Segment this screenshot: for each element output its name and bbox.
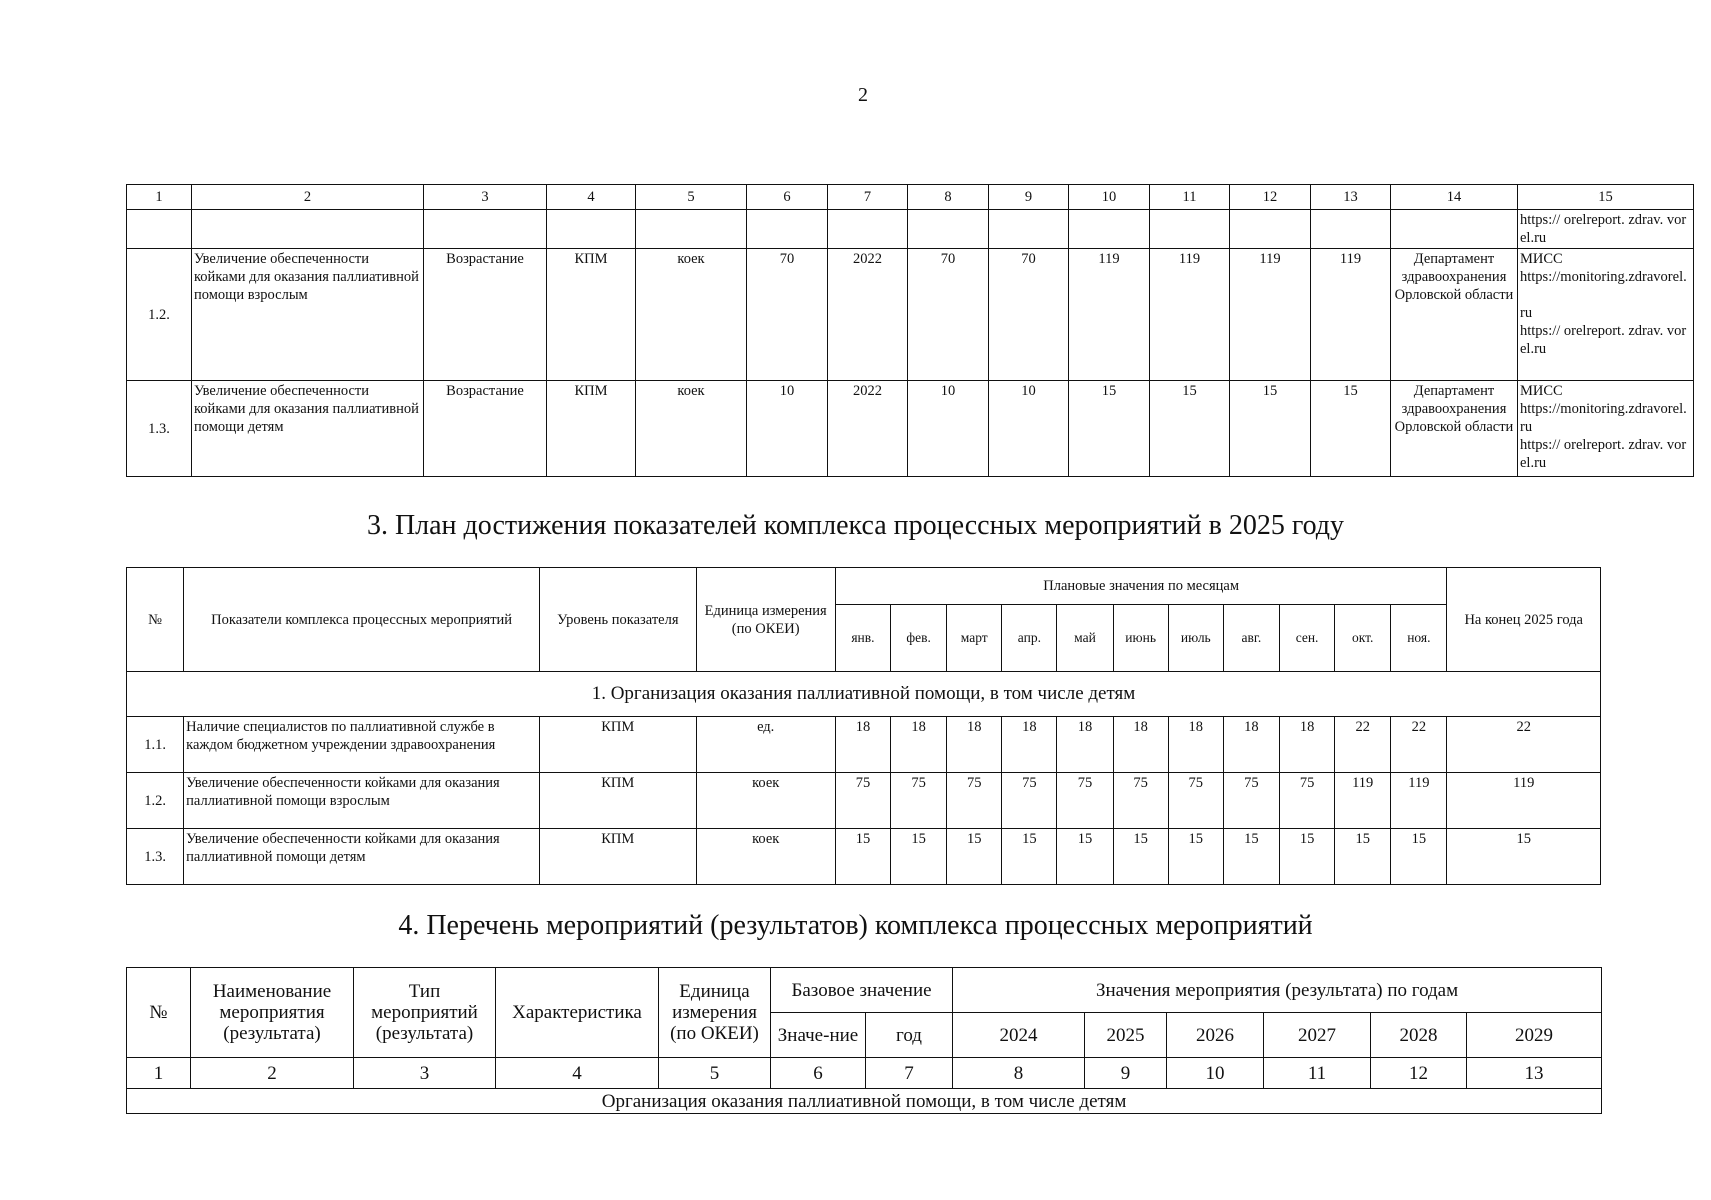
month-header: май [1057, 605, 1113, 672]
level-cell: КПМ [540, 773, 696, 829]
unit-cell: коек [636, 249, 747, 381]
info-system-cell [1518, 381, 1694, 477]
year-header: 2028 [1371, 1013, 1467, 1058]
month-value: 15 [835, 829, 890, 885]
section-row-label: Организация оказания паллиативной помощи, в том числе детям [127, 1089, 1602, 1114]
month-header: окт. [1335, 605, 1391, 672]
month-value: 15 [1168, 829, 1223, 885]
year-header: 2029 [1467, 1013, 1602, 1058]
source-url: https://monitoring.zdravorel.ru [1520, 401, 1687, 435]
month-value: 18 [1223, 717, 1279, 773]
header-end: На конец 2025 года [1447, 568, 1601, 672]
source-url: https:// orelreport. zdrav. vorel.ru [1518, 210, 1694, 249]
value-cell: 119 [1069, 249, 1150, 381]
month-header: фев. [891, 605, 947, 672]
header-level: Уровень показателя [540, 568, 696, 672]
month-header: апр. [1002, 605, 1057, 672]
month-value: 15 [1223, 829, 1279, 885]
month-value: 18 [1168, 717, 1223, 773]
month-header: март [947, 605, 1002, 672]
month-value: 18 [1002, 717, 1057, 773]
level-cell: КПМ [540, 829, 696, 885]
unit-cell: ед. [696, 717, 835, 773]
month-value: 18 [891, 717, 947, 773]
row-number: 1.3. [127, 829, 184, 885]
col-number: 8 [908, 185, 989, 210]
col-number: 2 [191, 1058, 354, 1089]
source-url: https:// orelreport. zdrav. vorel.ru [1520, 437, 1687, 471]
col-number: 12 [1371, 1058, 1467, 1089]
col-number: 13 [1311, 185, 1391, 210]
col-number: 1 [127, 1058, 191, 1089]
month-value: 22 [1391, 717, 1447, 773]
month-value: 15 [1391, 829, 1447, 885]
col-number: 5 [636, 185, 747, 210]
year-header: 2026 [1167, 1013, 1264, 1058]
header-base: Базовое значение [771, 968, 953, 1013]
month-header: ноя. [1391, 605, 1447, 672]
header-unit: Единица измерения (по ОКЕИ) [696, 568, 835, 672]
end-value: 22 [1447, 717, 1601, 773]
value-cell: 15 [1311, 381, 1391, 477]
unit-cell: коек [636, 381, 747, 477]
base-value-cell: 10 [747, 381, 828, 477]
header-row [127, 968, 1602, 1013]
indicators-table-continued [126, 184, 1694, 477]
col-number: 10 [1167, 1058, 1264, 1089]
value-cell: 119 [1230, 249, 1311, 381]
header-row [127, 568, 1601, 605]
value-cell: 15 [1150, 381, 1230, 477]
col-number: 8 [953, 1058, 1085, 1089]
col-number: 9 [1085, 1058, 1167, 1089]
row-number: 1.2. [127, 773, 184, 829]
col-number: 14 [1391, 185, 1518, 210]
month-header: авг. [1223, 605, 1279, 672]
activities-table [126, 967, 1602, 1114]
section-row-label: 1. Организация оказания паллиативной помощи, в том числе детям [127, 672, 1601, 717]
month-header: июль [1168, 605, 1223, 672]
month-value: 15 [1002, 829, 1057, 885]
value-cell: 119 [1311, 249, 1391, 381]
month-value: 75 [1223, 773, 1279, 829]
year-header: 2025 [1085, 1013, 1167, 1058]
end-value: 119 [1447, 773, 1601, 829]
header-num: № [127, 968, 191, 1058]
indicator-name: Увеличение обеспеченности койками для оказания паллиативной помощи взрослым [192, 249, 424, 381]
col-number: 10 [1069, 185, 1150, 210]
month-header: июнь [1113, 605, 1168, 672]
col-number: 15 [1518, 185, 1694, 210]
month-value: 15 [1280, 829, 1335, 885]
header-unit: Единица измерения (по ОКЕИ) [659, 968, 771, 1058]
header-base-year: год [866, 1013, 953, 1058]
month-value: 75 [947, 773, 1002, 829]
value-cell: 15 [1069, 381, 1150, 477]
value-cell: 10 [989, 381, 1069, 477]
value-cell: 15 [1230, 381, 1311, 477]
month-value: 15 [1113, 829, 1168, 885]
month-value: 119 [1335, 773, 1391, 829]
year-header: 2027 [1264, 1013, 1371, 1058]
col-number: 2 [192, 185, 424, 210]
month-value: 18 [835, 717, 890, 773]
col-number: 7 [866, 1058, 953, 1089]
month-value: 119 [1391, 773, 1447, 829]
level-cell: КПМ [547, 381, 636, 477]
month-value: 18 [1280, 717, 1335, 773]
system-name: МИСС [1520, 383, 1563, 399]
source-url: https:// orelreport. zdrav. vorel.ru [1520, 323, 1687, 357]
month-value: 15 [891, 829, 947, 885]
system-name: МИСС [1520, 251, 1563, 267]
header-indicator: Показатели комплекса процессных мероприятий [184, 568, 540, 672]
month-value: 75 [835, 773, 890, 829]
col-number: 12 [1230, 185, 1311, 210]
trend-cell: Возрастание [424, 381, 547, 477]
column-number-row [127, 1058, 1602, 1089]
month-value: 75 [1168, 773, 1223, 829]
col-number: 6 [747, 185, 828, 210]
row-number: 1.3. [127, 381, 192, 477]
col-number: 3 [424, 185, 547, 210]
col-number: 11 [1150, 185, 1230, 210]
month-header: янв. [835, 605, 890, 672]
table-row [127, 717, 1601, 773]
month-value: 75 [1280, 773, 1335, 829]
month-value: 22 [1335, 717, 1391, 773]
plan-table [126, 567, 1601, 885]
header-type: Тип мероприятий (результата) [354, 968, 496, 1058]
col-number: 11 [1264, 1058, 1371, 1089]
col-number: 13 [1467, 1058, 1602, 1089]
base-year-cell: 2022 [828, 381, 908, 477]
info-system-cell [1518, 249, 1694, 381]
col-number: 6 [771, 1058, 866, 1089]
header-monthly: Плановые значения по месяцам [835, 568, 1447, 605]
month-value: 75 [891, 773, 947, 829]
col-number: 9 [989, 185, 1069, 210]
trend-cell: Возрастание [424, 249, 547, 381]
month-value: 75 [1057, 773, 1113, 829]
indicator-name: Увеличение обеспеченности койками для оказания паллиативной помощи детям [184, 829, 540, 885]
section-3-title: 3. План достижения показателей комплекса процессных мероприятий в 2025 году [366, 510, 1345, 541]
row-number: 1.2. [127, 249, 192, 381]
month-value: 15 [1057, 829, 1113, 885]
table-row [127, 210, 1694, 249]
indicator-name: Наличие специалистов по паллиативной службе в каждом бюджетном учреждении здравоохранения [184, 717, 540, 773]
end-value: 15 [1447, 829, 1601, 885]
value-cell: 10 [908, 381, 989, 477]
month-value: 18 [1057, 717, 1113, 773]
header-base-value: Значе-ние [771, 1013, 866, 1058]
section-row [127, 672, 1601, 717]
source-url: https://monitoring.zdravorel. [1520, 269, 1687, 285]
col-number: 3 [354, 1058, 496, 1089]
month-header: сен. [1280, 605, 1335, 672]
col-number: 1 [127, 185, 192, 210]
value-cell: 70 [989, 249, 1069, 381]
base-year-cell: 2022 [828, 249, 908, 381]
level-cell: КПМ [540, 717, 696, 773]
header-num: № [127, 568, 184, 672]
section-4-title: 4. Перечень мероприятий (результатов) комплекса процессных мероприятий [398, 910, 1313, 941]
responsible-cell: Департамент здравоохранения Орловской области [1391, 381, 1518, 477]
month-value: 18 [947, 717, 1002, 773]
section-row [127, 1089, 1602, 1114]
col-number: 4 [496, 1058, 659, 1089]
month-value: 15 [947, 829, 1002, 885]
responsible-cell: Департамент здравоохранения Орловской области [1391, 249, 1518, 381]
month-value: 75 [1002, 773, 1057, 829]
year-header: 2024 [953, 1013, 1085, 1058]
month-value: 18 [1113, 717, 1168, 773]
col-number: 7 [828, 185, 908, 210]
indicator-name: Увеличение обеспеченности койками для оказания паллиативной помощи взрослым [184, 773, 540, 829]
value-cell: 119 [1150, 249, 1230, 381]
month-value: 15 [1335, 829, 1391, 885]
col-number: 5 [659, 1058, 771, 1089]
header-name: Наименование мероприятия (результата) [191, 968, 354, 1058]
value-cell: 70 [908, 249, 989, 381]
header-by-years: Значения мероприятия (результата) по годам [953, 968, 1602, 1013]
header-characteristic: Характеристика [496, 968, 659, 1058]
table-row [127, 773, 1601, 829]
indicator-name: Увеличение обеспеченности койками для оказания паллиативной помощи детям [192, 381, 424, 477]
level-cell: КПМ [547, 249, 636, 381]
table-row [127, 829, 1601, 885]
unit-cell: коек [696, 773, 835, 829]
month-value: 75 [1113, 773, 1168, 829]
unit-cell: коек [696, 829, 835, 885]
base-value-cell: 70 [747, 249, 828, 381]
row-number: 1.1. [127, 717, 184, 773]
page-number: 2 [858, 84, 868, 106]
table-row [127, 381, 1694, 477]
table-row [127, 249, 1694, 381]
source-url-tail: ru [1520, 305, 1533, 321]
column-number-row [127, 185, 1694, 210]
col-number: 4 [547, 185, 636, 210]
